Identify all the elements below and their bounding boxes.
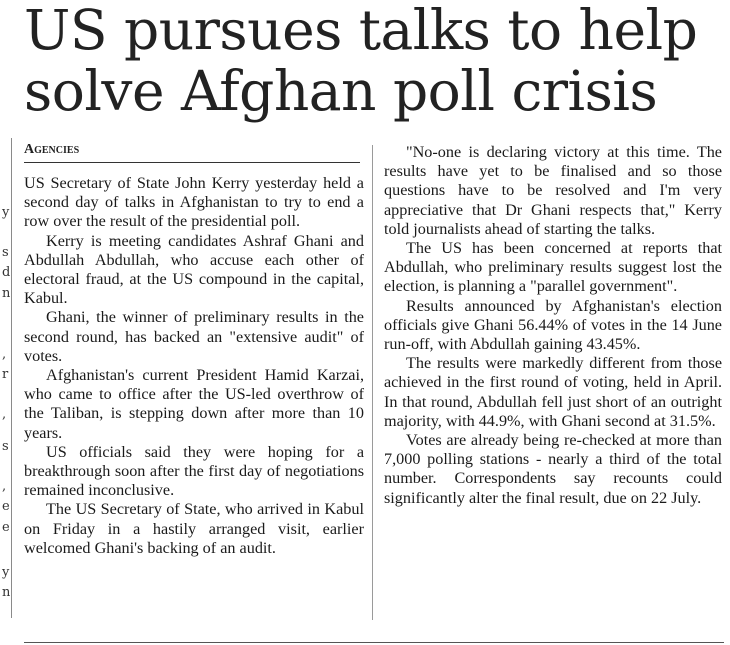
article-column-left xyxy=(24,174,364,558)
paragraph: "No-one is declaring victory at this time. The results have yet to be finalised and so those questions have to be resolved and I'm very appreciative that Dr Ghani respects that," Kerry told journalists ahead of starting the talks. xyxy=(384,143,722,238)
left-column-rule xyxy=(11,138,12,618)
edge-fragment: r xyxy=(2,367,9,382)
paragraph: Afghanistan's current President Hamid Karzai, who came to office after the US-led overthrow of the Taliban, is stepping down after more than 10 years. xyxy=(24,366,364,442)
edge-fragment: s xyxy=(2,245,9,260)
byline: Agencies xyxy=(24,141,360,163)
edge-fragment: , xyxy=(2,407,7,422)
paragraph: Votes are already being re-checked at more than 7,000 polling stations - nearly a third of the total number. Correspondents say recounts could significantly alter the final result, due on 22 July. xyxy=(384,431,722,507)
paragraph: The US has been concerned at reports that Abdullah, who preliminary results suggest lost the election, is planning a "parallel government". xyxy=(384,239,722,296)
edge-fragment: n xyxy=(2,286,11,301)
edge-fragment: e xyxy=(2,520,10,535)
paragraph: Ghani, the winner of preliminary results in the second round, has backed an "extensive audit" of votes. xyxy=(24,308,364,365)
article-column-right xyxy=(384,143,722,508)
edge-fragment: e xyxy=(2,499,10,514)
edge-fragment: y xyxy=(2,565,10,580)
edge-fragment: , xyxy=(2,479,7,494)
paragraph: Results announced by Afghanistan's election officials give Ghani 56.44% of votes in the 14 June run-off, with Abdullah gaining 43.45%. xyxy=(384,296,722,354)
paragraph: Kerry is meeting candidates Ashraf Ghani and Abdullah Abdullah, who accuse each other of electoral fraud, at the US compound in the capital, Kabul. xyxy=(24,231,364,308)
edge-fragment: d xyxy=(2,265,11,280)
edge-fragment: n xyxy=(2,585,11,600)
bottom-rule xyxy=(24,642,724,643)
paragraph: The results were markedly different from those achieved in the first round of voting, held in April. In that round, Abdullah fell just short of an outright majority, with 44.9%, with Ghani second at 31.5%. xyxy=(384,354,722,430)
paragraph: The US Secretary of State, who arrived in Kabul on Friday in a hastily arranged visit, earlier welcomed Ghani's backing of an audit. xyxy=(24,500,364,557)
headline xyxy=(24,0,724,122)
paragraph: US Secretary of State John Kerry yesterday held a second day of talks in Afghanistan to try to end a row over the result of the presidential poll. xyxy=(24,174,364,231)
column-divider xyxy=(372,145,373,620)
headline-line-2: solve Afghan poll crisis xyxy=(24,59,658,123)
headline-line-1: US pursues talks to help xyxy=(24,0,698,62)
edge-fragment: s xyxy=(2,439,9,454)
paragraph: US officials said they were hoping for a breakthrough soon after the first day of negotiations remained inconclusive. xyxy=(24,442,364,500)
edge-fragment: y xyxy=(2,205,10,220)
edge-fragment: , xyxy=(2,347,7,362)
